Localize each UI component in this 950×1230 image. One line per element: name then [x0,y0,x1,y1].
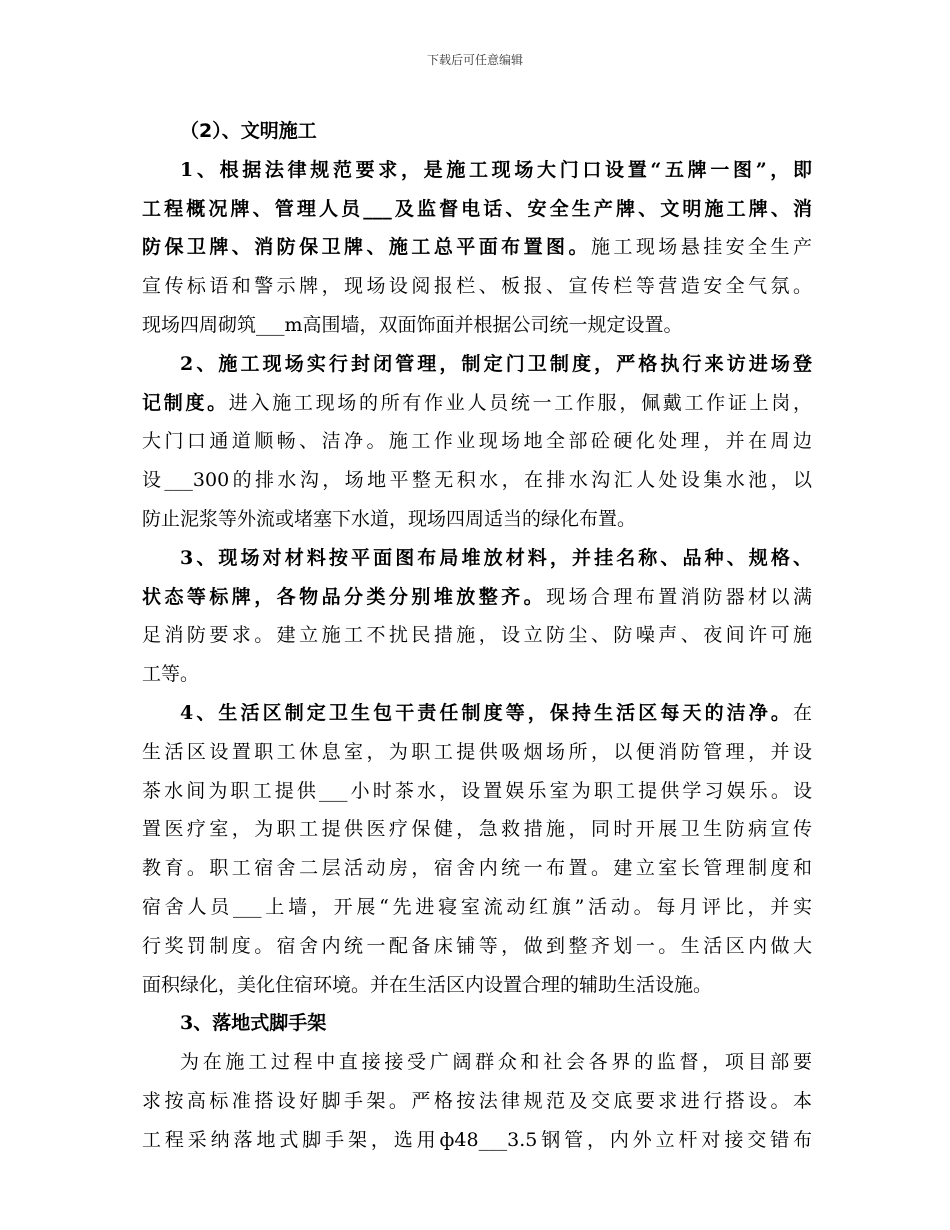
paragraph-line: 工程概况牌、管理人员___及监督电话、安全生产牌、文明施工牌、消 [142,197,812,220]
paragraph-line [142,694,812,733]
paragraph-line: 工等。 [142,663,200,686]
bold-text: 4、生活区制定卫生包干责任制度等，保持生活区每天的洁净。 [180,701,793,724]
paragraph-line: 面积绿化，美化住宿环境。并在生活区内设置合理的辅助生活设施。 [142,973,713,996]
paragraph-line: 求按高标准搭设好脚手架。严格按法律规范及交底要求进行搭设。本 [142,1089,812,1112]
paragraph-2 [142,345,812,539]
paragraph-line: 现场四周砌筑___m高围墙，双面饰面并根据公司统一规定设置。 [142,313,683,336]
section-title-scaffolding: 3、落地式脚手架 [180,1012,327,1035]
paragraph-line [142,384,812,423]
paragraph-line: 大门口通道顺畅、洁净。施工作业现场地全部砼硬化处理，并在周边 [142,430,812,453]
paragraph-line: 宣传标语和警示牌，现场设阅报栏、板报、宣传栏等营造安全气氛。 [142,275,812,298]
paragraph-line: 设___300的排水沟，场地平整无积水，在排水沟汇人处设集水池，以 [142,469,812,492]
paragraph-line: 防止泥浆等外流或堵塞下水道，现场四周适当的绿化布置。 [142,507,637,530]
paragraph-line: 置医疗室，为职工提供医疗保健，急救措施，同时开展卫生防病宣传 [142,818,812,841]
paragraph-5 [142,1043,812,1159]
regular-text: 施工现场悬挂安全生产 [590,236,812,259]
paragraph-line [142,578,812,617]
bold-text: 状态等标牌，各物品分类分别堆放整齐。 [142,585,547,608]
bold-text: 防保卫牌、消防保卫牌、施工总平面布置图。 [142,236,591,259]
paragraph-line: 宿舍人员___上墙，开展“先进寝室流动红旗”活动。每月评比，并实 [142,895,812,918]
paragraph-1 [142,151,812,345]
paragraph-line: 足消防要求。建立施工不扰民措施，设立防尘、防噪声、夜间许可施 [142,624,812,647]
page-header: 下载后可任意编辑 [426,53,523,67]
paragraph-line: 为在施工过程中直接接受广阔群众和社会各界的监督，项目部要 [180,1051,812,1074]
paragraph-3 [142,539,812,694]
regular-text: 现场合理布置消防器材以满 [546,585,812,608]
paragraph-4 [142,694,812,1004]
paragraph-line: 行奖罚制度。宿舍内统一配备床铺等，做到整齐划一。生活区内做大 [142,934,812,957]
paragraph-line: 3、现场对材料按平面图布局堆放材料，并挂名称、品种、规格、 [180,546,812,569]
paragraph-line [142,228,812,267]
paragraph-line: 教育。职工宿舍二层活动房，宿舍内统一布置。建立室长管理制度和 [142,857,812,880]
paragraph-line: 生活区设置职工休息室，为职工提供吸烟场所，以便消防管理，并设 [142,740,812,763]
document-body [142,112,812,1160]
section-title-civilized-construction: （2）、文明施工 [180,120,317,142]
paragraph-line: 工程采纳落地式脚手架，选用ф48___3.5钢管，内外立杆对接交错布 [142,1128,812,1151]
regular-text: 在 [792,701,812,724]
paragraph-line: 1、根据法律规范要求，是施工现场大门口设置“五牌一图”，即 [180,158,812,181]
bold-text: 记制度。 [142,391,229,414]
regular-text: 进入施工现场的所有作业人员统一工作服，佩戴工作证上岗， [228,391,812,414]
paragraph-line: 2、施工现场实行封闭管理，制定门卫制度，严格执行来访进场登 [180,352,812,375]
paragraph-line: 茶水间为职工提供___小时茶水，设置娱乐室为职工提供学习娱乐。设 [142,779,812,802]
